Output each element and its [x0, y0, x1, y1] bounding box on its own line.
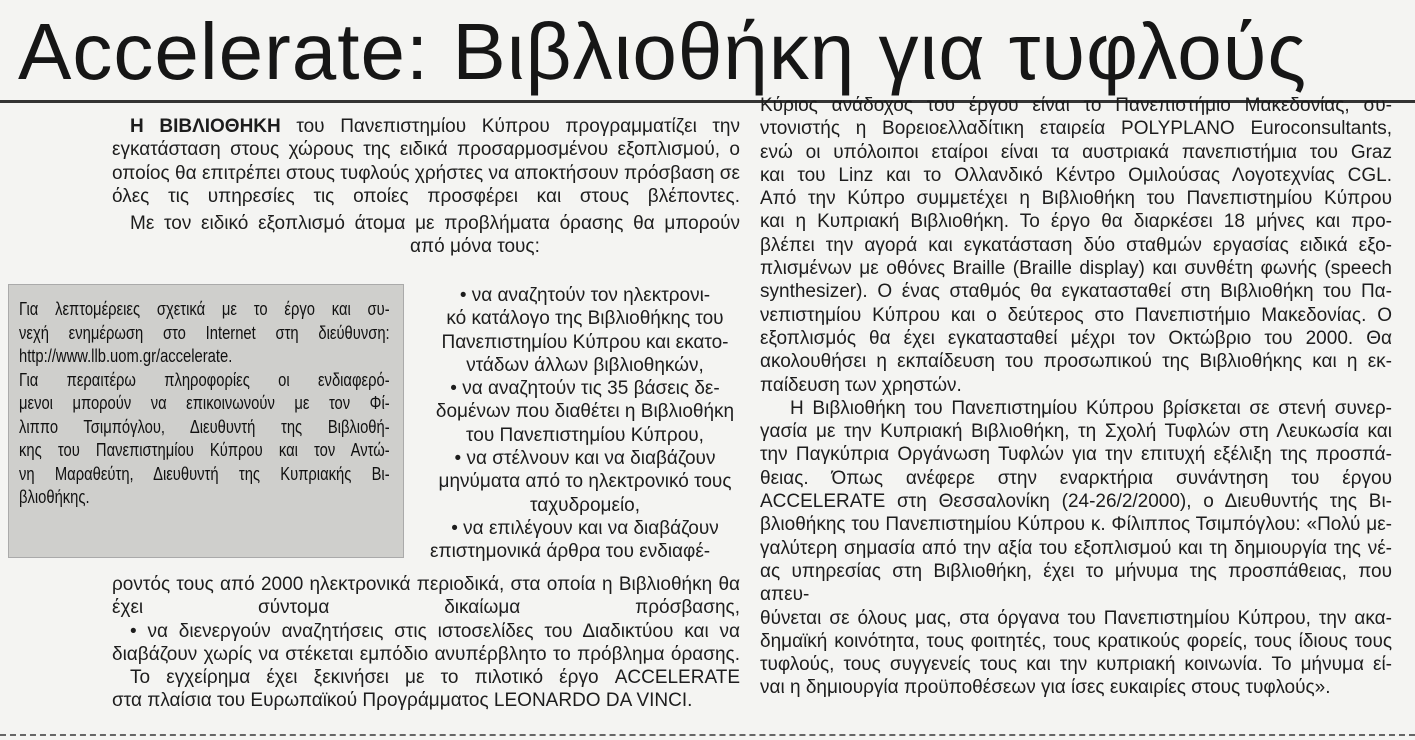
info-box-line: http://www.llb.uom.gr/accelerate. — [19, 346, 233, 366]
column-2-paragraph-1 — [760, 94, 1392, 397]
bullet-line: επιστημονικά άρθρα του ενδιαφέ- — [430, 541, 711, 563]
para-2: Με τον ειδικό εξοπλισμό άτομα με προβλήματα όρασης θα μπορούν — [130, 213, 740, 235]
body-line: θύνεται σε όλους μας, στα όργανα του Πανεπιστημίου Κύπρου, την ακα- — [760, 607, 1392, 629]
body-line: ας υπηρεσίας στη Βιβλιοθήκη, έχει το μήνυμα της προσπάθειας, που απευ- — [760, 560, 1392, 606]
body-line: Το εγχείρημα έχει ξεκινήσει με το πιλοτικό έργο ACCELERATE — [130, 667, 740, 689]
bullet-line: • να αναζητούν τον ηλεκτρονι- — [459, 285, 711, 306]
info-box-text — [19, 298, 389, 510]
column-2-paragraph-2 — [760, 397, 1392, 700]
body-line: • να διενεργούν αναζητήσεις στις ιστοσελίδες του Διαδικτύου και να — [130, 620, 740, 642]
info-box-line: κης του Πανεπιστημίου Κύπρου και τον Αντώ- — [19, 440, 390, 460]
bottom-edge — [0, 734, 1415, 736]
body-line: τυφλούς, τους συγγενείς τους και την κυπριακή κοινωνία. Το μήνυμα εί- — [760, 654, 1392, 676]
body-line: βλέπει την αγορά και εγκατάσταση δύο σταθμών εργασίας ειδικά εξο- — [760, 234, 1392, 256]
bullet-list — [430, 284, 740, 564]
body-line: Η Βιβλιοθήκη του Πανεπιστημίου Κύπρου βρίσκεται σε στενή συνερ- — [790, 397, 1392, 419]
bullet-line: μηνύματα από το ηλεκτρονικό τους — [438, 471, 732, 493]
info-box-line: μενοι μπορούν να επικοινωνούν με τον Φί- — [19, 393, 390, 413]
bullet-line: • να στέλνουν και να διαβάζουν — [454, 448, 716, 470]
para-2-continued: από μόνα τους: — [410, 236, 540, 258]
body-line: βλιοθήκης του Πανεπιστημίου Κύπρου κ. Φίλιππος Τσιμπόγλου: «Πολύ με- — [760, 514, 1392, 536]
intro-paragraph — [112, 115, 740, 208]
body-line: παίδευση των χρηστών. — [760, 374, 962, 396]
intro-text: του Πανεπιστημίου Κύπρου προγραμματίζει την εγκατάσταση στους χώρους της ειδικά προσαρμοσμένου εξοπλισμού, ο οποίος θα επιτρέπει στους τυφλούς χρήστες να αποκτήσουν πρόσβαση σε όλες τις υπηρεσίες τις οποίες προσφέρει και στους βλέποντες. — [112, 116, 740, 207]
body-line: ντονιστής η Βορειοελλαδίτικη εταιρεία POLYPLANO Euroconsultants, — [760, 118, 1392, 140]
body-line: και η Κυπριακή Βιβλιοθήκη. Το έργο θα διαρκέσει 18 μήνες και προ- — [760, 211, 1392, 233]
body-line: στα πλαίσια του Ευρωπαϊκού Προγράμματος LEONARDO DA VINCI. — [112, 690, 693, 712]
body-line: Κύριος ανάδοχος του έργου είναι το Πανεπιστήμιο Μακεδονίας, συ- — [760, 95, 1392, 116]
bullet-line: Πανεπιστημίου Κύπρου και εκατο- — [441, 331, 729, 353]
body-line: και του Linz και το Ολλανδικό Κέντρο Ομιλούσας Λογοτεχνίας CGL. — [760, 164, 1392, 186]
info-box-line: νεχή ενημέρωση στο Internet στη διεύθυνση: — [19, 322, 390, 343]
bullet-line: ντάδων άλλων βιβλιοθηκών, — [466, 354, 704, 376]
column-2 — [760, 94, 1392, 700]
bullet-line: δομένων που διαθέτει η Βιβλιοθήκη — [435, 401, 735, 423]
body-line: νεπιστημίου Κύπρου και ο δεύτερος στο Πανεπιστήμιο Μακεδονίας. Ο — [760, 304, 1392, 326]
headline: Accelerate: Βιβλιοθήκη για τυφλούς — [18, 7, 1308, 96]
body-line: ακολουθήσει η εκπαίδευση του προσωπικού της Βιβλιοθήκης και η εκ- — [760, 351, 1392, 373]
info-box-line: λιππο Τσιμπόγλου, Διευθυντή της Βιβλιοθή- — [19, 416, 390, 437]
info-box-line: Για λεπτομέρειες σχετικά με το έργο και συ- — [19, 299, 390, 319]
bullet-line: κό κατάλογο της Βιβλιοθήκης του — [446, 308, 724, 330]
info-box-line: βλιοθήκης. — [19, 487, 90, 507]
bullet-line: • να επιλέγουν και να διαβάζουν — [451, 517, 719, 539]
body-line: θειας. Όπως ανέφερε στην εναρκτήρια συνάντηση του έργου — [760, 467, 1392, 489]
intro-lead: Η ΒΙΒΛΙΟΘΗΚΗ — [130, 116, 281, 137]
body-line: γαλύτερη σημασία από την αξία του εξοπλισμού και τη δημιουργία της νέ- — [760, 537, 1392, 559]
body-line: γασία με την Κυπριακή Βιβλιοθήκη, τη Σχολή Τυφλών στη Λευκωσία και — [760, 421, 1392, 443]
body-line: ναι η δημιουργία προϋποθέσεων για ίσες ευκαιρίες στους τυφλούς». — [760, 677, 1331, 699]
info-box-line: Για περαιτέρω πληροφορίες οι ενδιαφερό- — [19, 369, 390, 390]
body-line: ροντός τους από 2000 ηλεκτρονικά περιοδικά, στα οποία η Βιβλιοθήκη θα — [112, 574, 740, 595]
column-1-bottom — [112, 573, 740, 713]
body-line: Από την Κύπρο συμμετέχει η Βιβλιοθήκη του Πανεπιστημίου Κύπρου — [760, 188, 1392, 210]
bullet-line: του Πανεπιστημίου Κύπρου, — [466, 424, 704, 446]
column-1-intro — [112, 115, 740, 259]
bullet-line: • να αναζητούν τις 35 βάσεις δε- — [450, 378, 720, 400]
body-line: δημαϊκή κοινότητα, τους φοιτητές, τους κρατικούς φορείς, τους ίδιους τους — [760, 630, 1392, 652]
body-line: διαβάζουν χωρίς να στέκεται εμπόδιο ανυπέρβλητο το πρόβλημα όρασης. — [112, 643, 740, 665]
body-line: έχει σύντομα δικαίωμα πρόσβασης, — [112, 597, 740, 619]
body-line: την Παγκύπρια Οργάνωση Τυφλών για την επιτυχή εξέλιξη της προσπά- — [760, 444, 1392, 466]
bullet-line: ταχυδρομείο, — [529, 494, 641, 516]
body-line: πλισμένων με οθόνες Braille (Braille display) και συνθέτη φωνής (speech — [760, 258, 1392, 280]
info-box-line: νη Μαραθεύτη, Διευθυντή της Κυπριακής Βι- — [19, 463, 390, 484]
body-line: ενώ οι υπόλοιποι εταίροι είναι τα αυστριακά πανεπιστήμια του Graz — [760, 141, 1392, 163]
body-line: ACCELERATE στη Θεσσαλονίκη (24-26/2/2000), ο Διευθυντής της Βι- — [760, 491, 1392, 513]
info-box — [8, 284, 404, 558]
body-line: synthesizer). Ο ένας σταθμός θα εγκατασταθεί στη Βιβλιοθήκη του Πα- — [760, 281, 1392, 303]
body-line: εξοπλισμός θα έχει εγκατασταθεί μέχρι τον Οκτώβριο του 2000. Θα — [760, 327, 1392, 349]
